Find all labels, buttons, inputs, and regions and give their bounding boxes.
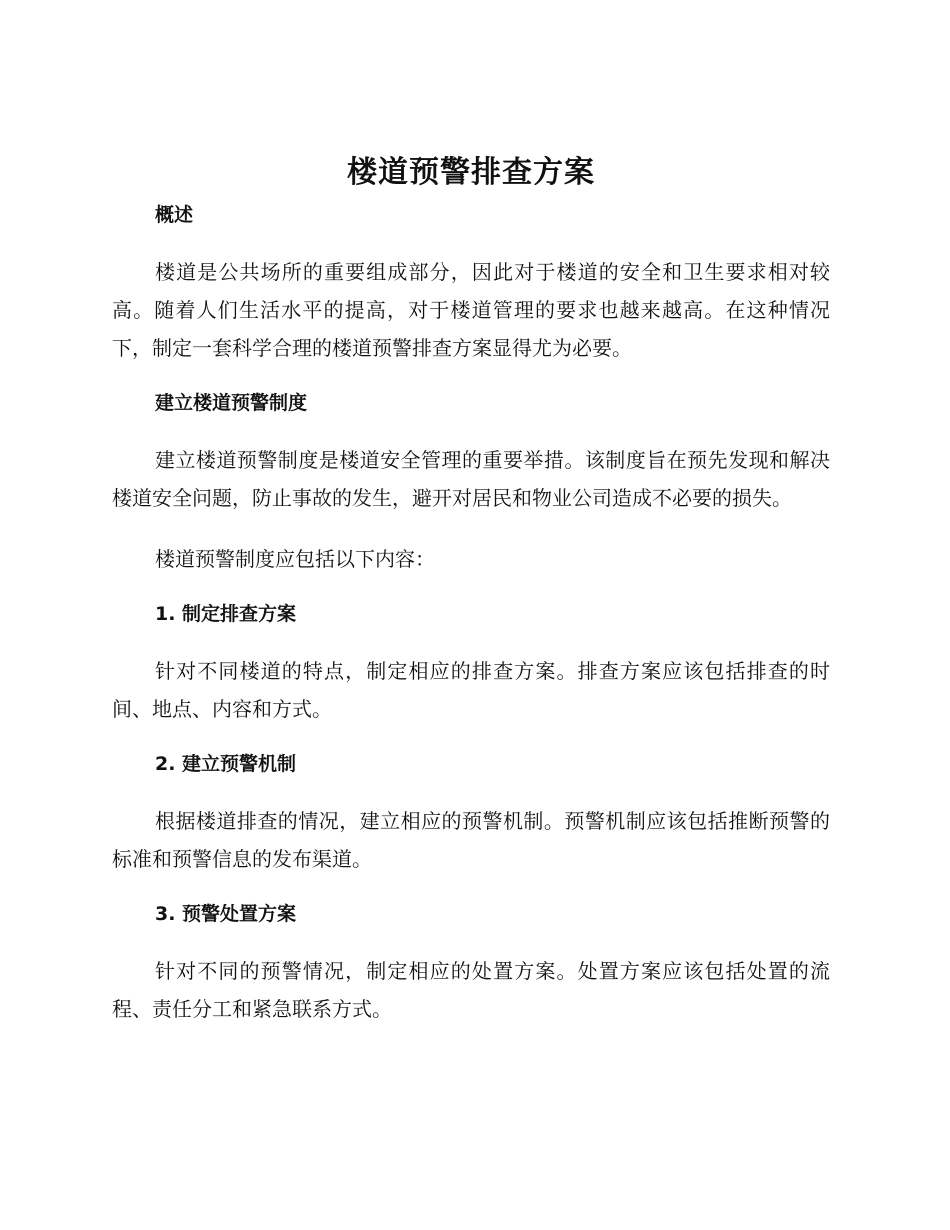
section-heading-overview: 概述 [155, 204, 194, 226]
paragraph-item3: 针对不同的预警情况，制定相应的处置方案。处置方案应该包括处置的流程、责任分工和紧急联系方式。 [112, 959, 830, 1021]
paragraph-system-intro: 楼道预警制度应包括以下内容： [155, 547, 435, 571]
section-heading-item2: 2. 建立预警机制 [155, 753, 297, 775]
paragraph-item1: 针对不同楼道的特点，制定相应的排查方案。排查方案应该包括排查的时间、地点、内容和方式。 [112, 659, 830, 721]
document-page [112, 150, 830, 1028]
paragraph-overview: 楼道是公共场所的重要组成部分，因此对于楼道的安全和卫生要求相对较高。随着人们生活水平的提高，对于楼道管理的要求也越来越高。在这种情况下，制定一套科学合理的楼道预警排查方案显得尤为必要。 [112, 260, 830, 360]
section-heading-system: 建立楼道预警制度 [155, 392, 308, 414]
paragraph-system: 建立楼道预警制度是楼道安全管理的重要举措。该制度旨在预先发现和解决楼道安全问题，防止事故的发生，避开对居民和物业公司造成不必要的损失。 [112, 448, 830, 510]
section-heading-item1: 1. 制定排查方案 [155, 603, 297, 625]
section-heading-item3: 3. 预警处置方案 [155, 903, 297, 925]
paragraph-item2: 根据楼道排查的情况，建立相应的预警机制。预警机制应该包括推断预警的标准和预警信息的发布渠道。 [112, 809, 830, 871]
document-title: 楼道预警排查方案 [347, 155, 595, 190]
